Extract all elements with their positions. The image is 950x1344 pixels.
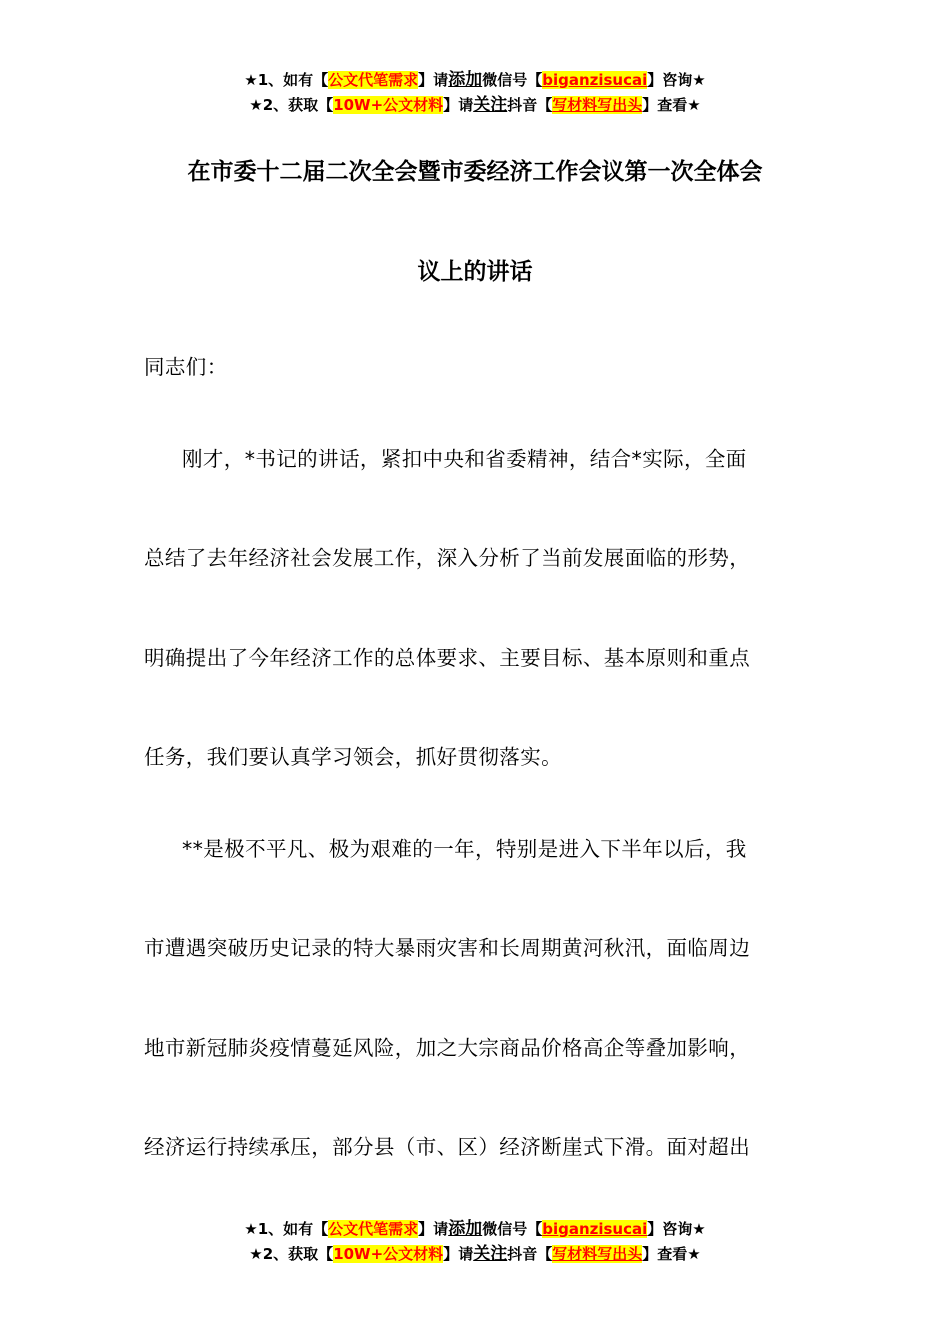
body-line: 市遭遇突破历史记录的特大暴雨灾害和长周期黄河秋汛，面临周边 bbox=[144, 936, 751, 960]
ad-text: 】请 bbox=[443, 96, 474, 114]
ad-text: 】请 bbox=[418, 71, 449, 89]
ad-text: 微信号【 bbox=[482, 71, 543, 89]
ad-text: ★1、如有【 bbox=[244, 1220, 329, 1238]
body-line: 经济运行持续承压，部分县（市、区）经济断崖式下滑。面对超出 bbox=[144, 1135, 751, 1159]
body-line: 地市新冠肺炎疫情蔓延风险，加之大宗商品价格高企等叠加影响， bbox=[144, 1036, 751, 1060]
body-line: 明确提出了今年经济工作的总体要求、主要目标、基本原则和重点 bbox=[144, 646, 751, 670]
ad-text: 】请 bbox=[443, 1245, 474, 1263]
ad-highlight: 公文代笔需求 bbox=[328, 71, 419, 89]
ad-text: ★2、获取【 bbox=[249, 96, 334, 114]
header-ad-line-2 bbox=[0, 93, 950, 117]
ad-text: 】咨询★ bbox=[647, 1220, 706, 1238]
ad-highlight: 10W+公文材料 bbox=[333, 96, 444, 114]
ad-text: ★1、如有【 bbox=[244, 71, 329, 89]
body-line: 任务，我们要认真学习领会，抓好贯彻落实。 bbox=[144, 745, 562, 769]
ad-emphasis: 添加 bbox=[448, 1219, 483, 1239]
ad-text: 抖音【 bbox=[507, 1245, 553, 1263]
ad-emphasis: 添加 bbox=[448, 70, 483, 90]
ad-highlight: 写材料写出头 bbox=[552, 1245, 643, 1263]
ad-text: 抖音【 bbox=[507, 96, 553, 114]
salutation: 同志们： bbox=[144, 355, 228, 379]
ad-highlight: 10W+公文材料 bbox=[333, 1245, 444, 1263]
ad-text: 】咨询★ bbox=[647, 71, 706, 89]
ad-text: 微信号【 bbox=[482, 1220, 543, 1238]
ad-wechat-id: biganzisucai bbox=[542, 1220, 648, 1238]
ad-text: ★2、获取【 bbox=[249, 1245, 334, 1263]
document-title-line-2: 议上的讲话 bbox=[417, 259, 533, 285]
footer-ad-line-1 bbox=[0, 1217, 950, 1241]
body-line: 刚才，*书记的讲话，紧扣中央和省委精神，结合*实际，全面 bbox=[182, 447, 747, 471]
ad-text: 】查看★ bbox=[642, 1245, 701, 1263]
ad-text: 】请 bbox=[418, 1220, 449, 1238]
ad-text: 】查看★ bbox=[642, 96, 701, 114]
document-title-line-1: 在市委十二届二次全会暨市委经济工作会议第一次全体会 bbox=[187, 159, 763, 185]
footer-ad-line-2 bbox=[0, 1242, 950, 1266]
body-line: **是极不平凡、极为艰难的一年，特别是进入下半年以后，我 bbox=[182, 837, 747, 861]
body-line: 总结了去年经济社会发展工作，深入分析了当前发展面临的形势， bbox=[144, 546, 751, 570]
ad-wechat-id: biganzisucai bbox=[542, 71, 648, 89]
ad-emphasis: 关注 bbox=[473, 95, 508, 115]
ad-highlight: 公文代笔需求 bbox=[328, 1220, 419, 1238]
ad-emphasis: 关注 bbox=[473, 1244, 508, 1264]
header-ad-line-1 bbox=[0, 68, 950, 92]
ad-highlight: 写材料写出头 bbox=[552, 96, 643, 114]
